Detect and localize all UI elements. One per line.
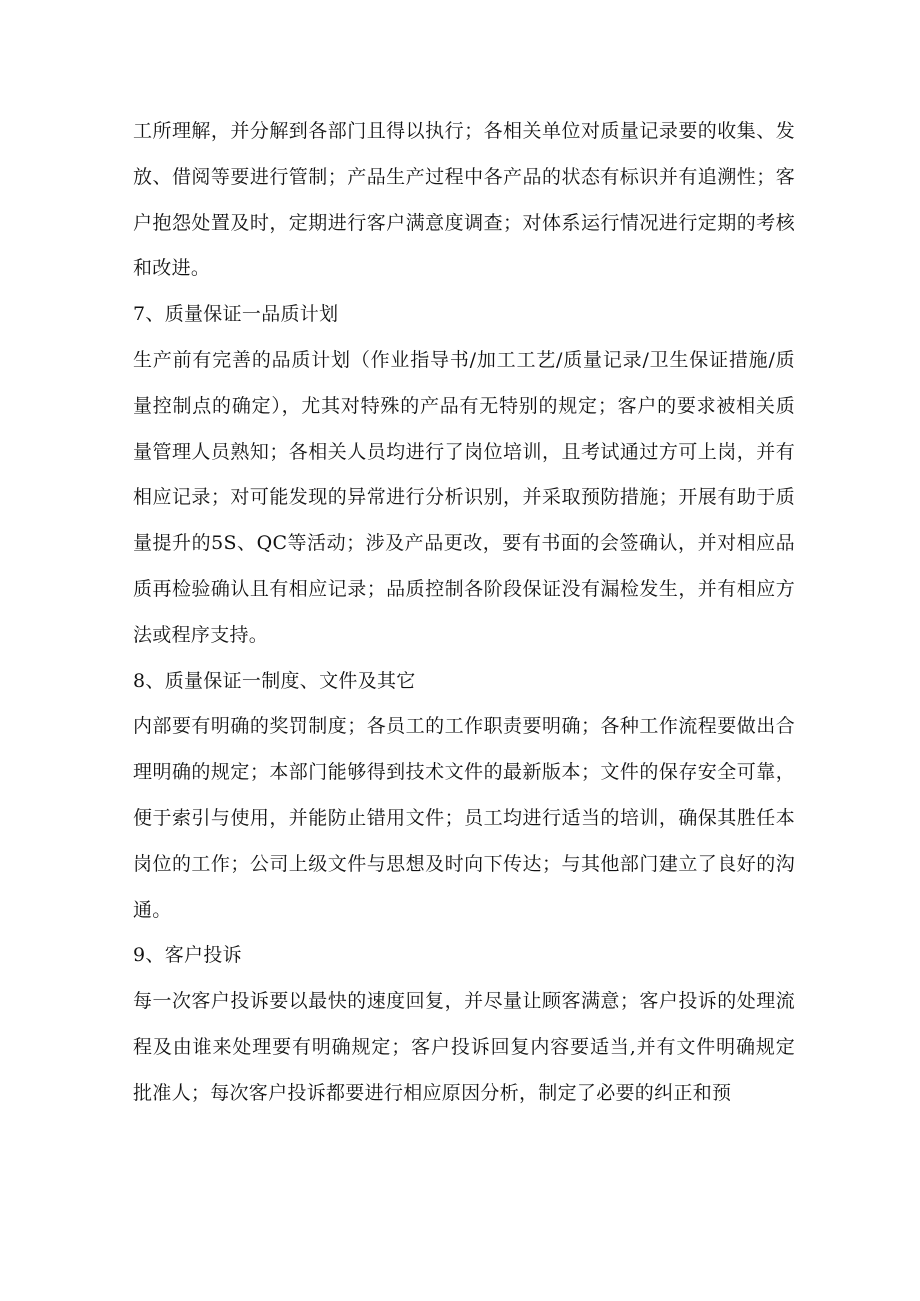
paragraph-quality-plan: 生产前有完善的品质计划（作业指导书/加工工艺/质量记录/卫生保证措施/质量控制点的确定），尤其对特殊的产品有无特别的规定；客户的要求被相关质量管理人员熟知；各相关人员均进行了岗位培训，且考试通过方可上岗，并有相应记录；对可能发现的异常进行分析识别，并采取预防措施；开展有助于质量提升的5S、QC等活动；涉及产品更改，要有书面的会签确认，并对相应品质再检验确认且有相应记录；品质控制各阶段保证没有漏检发生，并有相应方法或程序支持。 bbox=[133, 348, 795, 646]
document-body bbox=[133, 109, 795, 1117]
paragraph-customer-complaints: 每一次客户投诉要以最快的速度回复，并尽量让顾客满意；客户投诉的处理流程及由谁来处理要有明确规定；客户投诉回复内容要适当,并有文件明确规定批准人；每次客户投诉都要进行相应原因分析，制定了必要的纠正和预 bbox=[133, 990, 795, 1104]
section-heading-quality-plan: 7、质量保证一品质计划 bbox=[133, 303, 339, 326]
paragraph-quality-system-continued: 工所理解，并分解到各部门且得以执行；各相关单位对质量记录要的收集、发放、借阅等要进行管制；产品生产过程中各产品的状态有标识并有追溯性；客户抱怨处置及时，定期进行客户满意度调查；对体系运行情况进行定期的考核和改进。 bbox=[133, 120, 795, 280]
section-heading-system-documents: 8、质量保证一制度、文件及其它 bbox=[133, 669, 416, 692]
section-heading-customer-complaints: 9、客户投诉 bbox=[133, 944, 242, 967]
paragraph-system-documents: 内部要有明确的奖罚制度；各员工的工作职责要明确；各种工作流程要做出合理明确的规定；本部门能够得到技术文件的最新版本；文件的保存安全可靠，便于索引与使用，并能防止错用文件；员工均进行适当的培训，确保其胜任本岗位的工作；公司上级文件与思想及时向下传达；与其他部门建立了良好的沟通。 bbox=[133, 715, 795, 921]
